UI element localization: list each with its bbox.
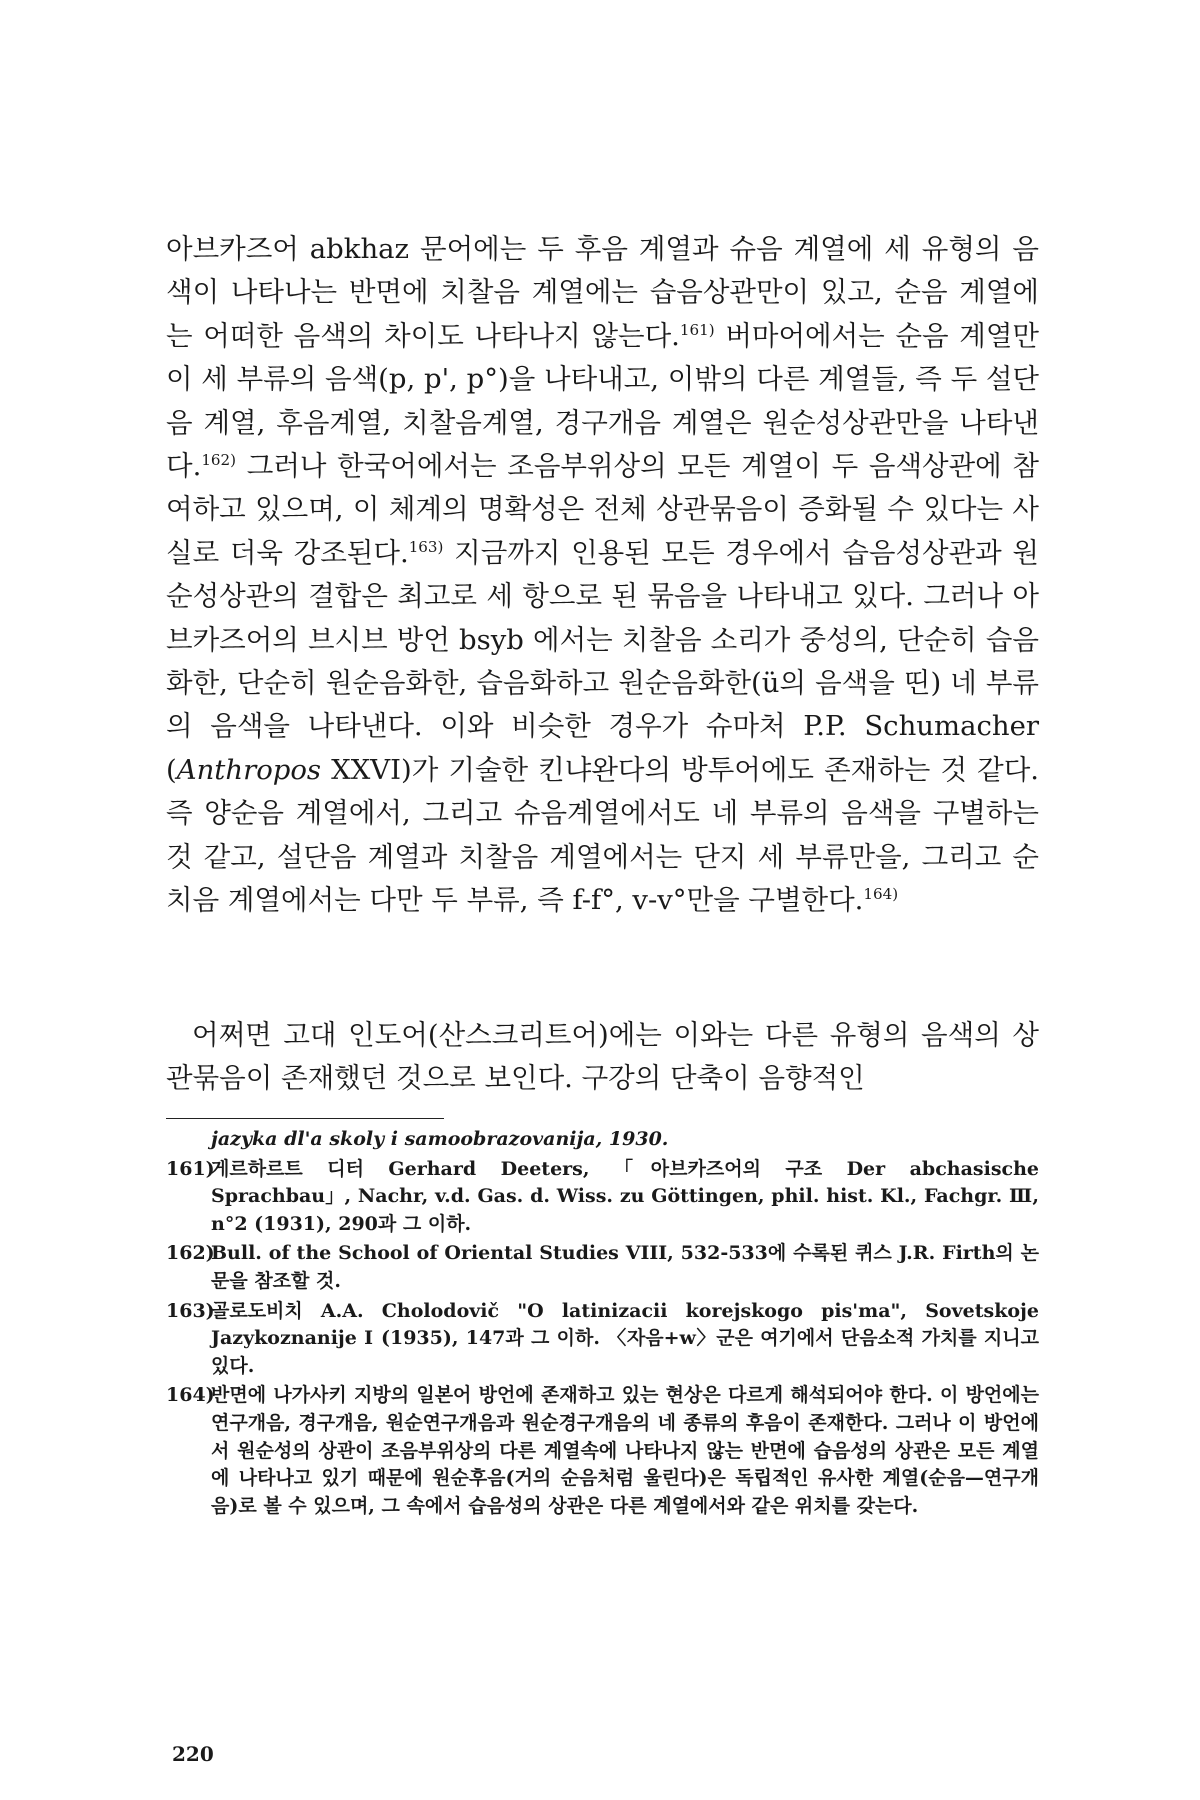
footnote-text: 반면에 나가사키 지방의 일본어 방언에 존재하고 있는 현상은 다르게 해석되어야 한다. 이 방언에는 연구개음, 경구개음, 원순연구개음과 원순경구개음의 네 종류의 후음이 존재한다. 그러나 이 방언에서 원순성의 상관이 조음부위상의 다른 계열속에 나타나지 않는 반면에 습음성의 상관은 모든 계열에 나타나고 있기 때문에 원순후음(거의 순음처럼 울린다)은 독립적인 유사한 계열(순음—연구개음)로 볼 수 있으며, 그 속에서 습음성의 상관은 다른 계열에서와 같은 위치를 갖는다. (211, 1384, 1039, 1517)
footnote-number: 162) (166, 1242, 215, 1265)
footnote-ref-164[interactable]: 164) (863, 884, 899, 903)
footnote-162 (166, 1240, 1039, 1295)
body-paragraph-2 (166, 1014, 1039, 1101)
footnote-ref-163[interactable]: 163) (408, 537, 444, 556)
footnotes-section (166, 1126, 1039, 1522)
para1-text-c: 그러나 한국어에서는 조음부위상의 모든 계열이 두 음색상관에 참여하고 있으며, 이 체계의 명확성은 전체 상관묶음이 증화될 수 있다는 사실로 더욱 강조된다. (166, 450, 1039, 569)
para1-italic-title: Anthropos (176, 753, 322, 786)
footnote-164 (166, 1382, 1039, 1520)
footnote-text: Bull. of the School of Oriental Studies VIII, 532-533에 수록된 퀴스 J.R. Firth의 논문을 참조할 것. (211, 1242, 1039, 1292)
para1-text-d: 지금까지 인용된 모든 경우에서 습음성상관과 원순성상관의 결합은 최고로 세 항으로 된 묶음을 나타내고 있다. 그러나 아브카즈어의 브시브 방언 bsyb 에서는 치찰음 소리가 중성의, 단순히 습음화한, 단순히 원순음화한, 습음화하고 원순음화한(ü의 음색을 띤) 네 부류의 음색을 나타낸다. 이와 비슷한 경우가 슈마처 P.P. Schumacher ( (166, 536, 1039, 786)
footnote-separator (166, 1118, 444, 1119)
body-paragraph-1 (166, 228, 1039, 923)
footnote-number: 161) (166, 1157, 215, 1180)
para2-text: 어쩌면 고대 인도어(산스크리트어)에는 이와는 다른 유형의 음색의 상관묶음이 존재했던 것으로 보인다. 구강의 단축이 음향적인 (166, 1019, 1039, 1095)
para1-text-b: 버마어에서는 순음 계열만이 세 부류의 음색(p, p', p°)을 나타내고, 이밖의 다른 계열들, 즉 두 설단음 계열, 후음계열, 치찰음계열, 경구개음 계열은 원순성상관만을 나타낸다. (166, 319, 1039, 483)
footnote-number: 164) (166, 1384, 215, 1407)
footnote-ref-161[interactable]: 161) (679, 320, 715, 339)
page-number: 220 (172, 1742, 214, 1766)
footnote-text: 골로도비치 A.A. Cholodovič "O latinizacii korejskogo pis'ma", Sovetskoje Jazykoznanije Ⅰ (1935), 147과 그 이하. 〈자음+w〉군은 여기에서 단음소적 가치를 지니고 있다. (211, 1299, 1039, 1377)
footnote-number: 163) (166, 1299, 215, 1322)
para1-text-a: 아브카즈어 abkhaz 문어에는 두 후음 계열과 슈음 계열에 세 유형의 음색이 나타나는 반면에 치찰음 계열에는 습음상관만이 있고, 순음 계열에는 어떠한 음색의 차이도 나타나지 않는다. (166, 233, 1039, 352)
footnote-161 (166, 1156, 1039, 1239)
para1-text-e: XXVI)가 기술한 킨냐완다의 방투어에도 존재하는 것 같다. 즉 양순음 계열에서, 그리고 슈음계열에서도 네 부류의 음색을 구별하는 것 같고, 설단음 계열과 치찰음 계열에서는 단지 세 부류만을, 그리고 순치음 계열에서는 다만 두 부류, 즉 f-f°, v-v°만을 구별한다. (166, 753, 1039, 917)
footnote-text: 게르하르트 디터 Gerhard Deeters, 「아브카즈어의 구조 Der abchasische Sprachbau」, Nachr, v.d. Gas. d. Wiss. zu Göttingen, phil. hist. Kl., Fachgr. Ⅲ, n°2 (1931), 290과 그 이하. (211, 1157, 1039, 1235)
footnote-163 (166, 1298, 1039, 1381)
footnote-ref-162[interactable]: 162) (201, 450, 237, 469)
footnote-continuation: jazyka dl'a skoly i samoobrazovanija, 1930. (211, 1128, 669, 1150)
